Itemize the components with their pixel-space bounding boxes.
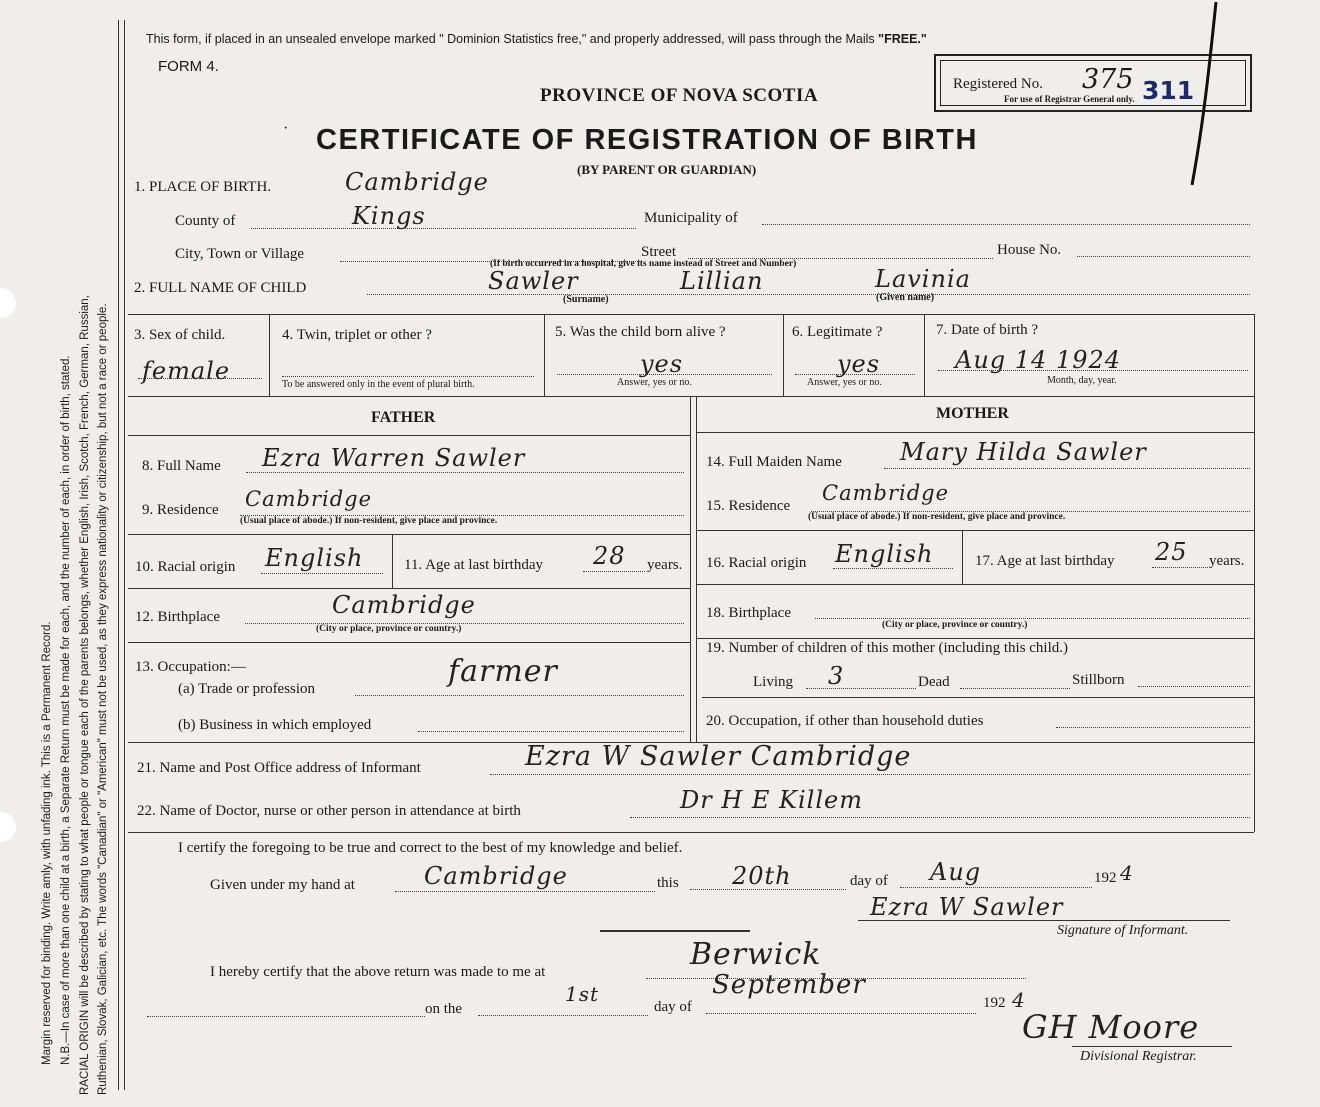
margin-racial-note-1: RACIAL ORIGIN will be described by stating to what people or tongue each of the parents belongs, whether English, Irish, Scotch, French, German, Russian, <box>79 295 91 1095</box>
mother-birthplace-label: 18. Birthplace <box>706 605 791 621</box>
informant-signature: Ezra W Sawler <box>870 893 1064 921</box>
margin-nb-note: N.B.—In case of more than one child at a birth, a Separate Return must be made for each, and the number of each, in order of birth, stated. <box>60 355 72 1065</box>
form-number: FORM 4. <box>158 58 219 75</box>
legitimate-value: yes <box>837 350 881 378</box>
year-prefix: 192 <box>1094 870 1117 886</box>
twin-label: 4. Twin, triplet or other ? <box>282 327 432 343</box>
city-label: City, Town or Village <box>175 246 305 262</box>
mother-birthplace-note: (City or place, province or country.) <box>882 620 1028 630</box>
father-age-value: 28 <box>593 542 626 570</box>
registered-number-2: 311 <box>1142 76 1195 105</box>
margin-rule <box>118 20 119 1090</box>
child-name-label: 2. FULL NAME OF CHILD <box>134 280 307 296</box>
place-of-birth-value: Cambridge <box>345 168 489 196</box>
this-label: this <box>657 875 679 891</box>
father-trade-value: farmer <box>448 654 558 689</box>
registrar-day-value: 1st <box>565 982 600 1006</box>
mail-notice: This form, if placed in an unsealed envelope marked " Dominion Statistics free," and properly addressed, will pass through the Mails "FREE." <box>146 32 927 46</box>
informant-label: 21. Name and Post Office address of Informant <box>137 760 421 776</box>
father-birthplace-note: (City or place, province or country.) <box>316 624 462 634</box>
hospital-note: (If birth occurred in a hospital, give its name instead of Street and Number) <box>490 259 797 269</box>
dob-label: 7. Date of birth ? <box>936 322 1039 338</box>
county-label: County of <box>175 213 236 229</box>
mother-residence-note: (Usual place of abode.) If non-resident, give place and province. <box>808 512 1066 522</box>
sex-label: 3. Sex of child. <box>134 327 226 343</box>
father-birthplace-label: 12. Birthplace <box>135 609 220 625</box>
legitimate-note: Answer, yes or no. <box>807 377 882 388</box>
given-name-caption: (Given name) <box>876 292 935 303</box>
surname-caption: (Surname) <box>563 294 609 305</box>
alive-value: yes <box>640 350 684 378</box>
father-age-label: 11. Age at last birthday <box>404 557 543 573</box>
signature-caption: Signature of Informant. <box>1057 923 1189 938</box>
punch-hole <box>0 812 16 842</box>
child-surname: Sawler <box>488 267 579 295</box>
margin-binding-note: Margin reserved for binding. Write amly, with unfading ink. This is a Permanent Record. <box>41 621 53 1065</box>
margin-racial-note-2: Ruthenian, Slovak, Galician, etc. The words "Canadian" or "American" must not be used, as they express nationality or citizenship, but not a race or people. <box>97 303 109 1095</box>
registered-label: Registered No. <box>953 76 1043 92</box>
certificate-subtitle: (BY PARENT OR GUARDIAN) <box>577 162 757 177</box>
mother-children-label: 19. Number of children of this mother (including this child.) <box>706 640 1069 656</box>
father-race-value: English <box>265 544 364 572</box>
mother-age-label: 17. Age at last birthday <box>975 553 1115 569</box>
certify-statement: I certify the foregoing to be true and correct to the best of my knowledge and belief. <box>178 840 683 856</box>
registrar-signature: GH Moore <box>1022 1008 1200 1046</box>
twin-note: To be answered only in the event of plural birth. <box>282 379 475 390</box>
punch-hole <box>0 288 16 318</box>
street-label: Street <box>641 244 676 260</box>
mother-name-label: 14. Full Maiden Name <box>706 454 842 470</box>
doctor-value: Dr H E Killem <box>680 786 863 814</box>
given-day-value: 20th <box>732 862 792 890</box>
dot-mark: · <box>283 120 289 137</box>
father-residence-value: Cambridge <box>245 487 373 511</box>
given-at-label: Given under my hand at <box>210 877 355 893</box>
house-number-label: House No. <box>997 242 1062 258</box>
dob-note: Month, day, year. <box>1047 375 1117 386</box>
father-heading: FATHER <box>371 409 436 426</box>
father-residence-label: 9. Residence <box>142 502 219 518</box>
father-residence-note: (Usual place of abode.) If non-resident, give place and province. <box>240 516 498 526</box>
living-value: 3 <box>828 662 845 690</box>
father-race-label: 10. Racial origin <box>135 559 236 575</box>
province-heading: PROVINCE OF NOVA SCOTIA <box>540 85 819 106</box>
place-of-birth-label: 1. PLACE OF BIRTH. <box>134 179 272 195</box>
stillborn-label: Stillborn <box>1072 672 1125 688</box>
year-suffix: 4 <box>1120 861 1134 885</box>
father-birthplace-value: Cambridge <box>332 591 476 619</box>
legitimate-label: 6. Legitimate ? <box>792 324 883 340</box>
registered-number-1: 375 <box>1082 64 1134 95</box>
mother-residence-value: Cambridge <box>822 481 950 505</box>
dob-value: Aug 14 1924 <box>955 346 1122 374</box>
child-given-name-1: Lillian <box>680 267 764 295</box>
alive-note: Answer, yes or no. <box>617 377 692 388</box>
sex-value: female <box>142 357 231 385</box>
mother-name-value: Mary Hilda Sawler <box>900 438 1147 466</box>
county-value: Kings <box>352 202 426 230</box>
registrar-caption: Divisional Registrar. <box>1080 1049 1197 1064</box>
mother-occupation-label: 20. Occupation, if other than household duties <box>706 713 984 729</box>
father-business-label: (b) Business in which employed <box>178 717 372 733</box>
mother-race-label: 16. Racial origin <box>706 555 807 571</box>
father-trade-label: (a) Trade or profession <box>178 681 316 697</box>
registered-note: For use of Registrar General only. <box>1004 94 1135 104</box>
municipality-label: Municipality of <box>644 210 738 226</box>
alive-label: 5. Was the child born alive ? <box>555 324 726 340</box>
certificate-title: CERTIFICATE OF REGISTRATION OF BIRTH <box>316 124 978 156</box>
mother-race-value: English <box>835 540 934 568</box>
child-given-name-2: Lavinia <box>875 265 971 293</box>
father-years-label: years. <box>647 557 683 573</box>
registrar-statement: I hereby certify that the above return was made to me at <box>210 964 546 980</box>
informant-value: Ezra W Sawler Cambridge <box>525 741 912 772</box>
registrar-day-of-label: day of <box>654 999 692 1015</box>
father-name-label: 8. Full Name <box>142 458 221 474</box>
registrar-month-value: September <box>712 970 866 1000</box>
pen-stroke-mark <box>1180 0 1220 190</box>
mother-years-label: years. <box>1209 553 1245 569</box>
mother-residence-label: 15. Residence <box>706 498 791 514</box>
mother-age-value: 25 <box>1155 538 1188 566</box>
dead-label: Dead <box>918 674 950 690</box>
day-of-label: day of <box>850 873 888 889</box>
doctor-label: 22. Name of Doctor, nurse or other person in attendance at birth <box>137 803 521 819</box>
given-month-value: Aug <box>930 858 982 886</box>
registrar-place-value: Berwick <box>690 937 822 972</box>
father-name-value: Ezra Warren Sawler <box>262 444 526 472</box>
father-occupation-label: 13. Occupation:— <box>135 659 246 675</box>
on-the-label: on the <box>425 1001 463 1017</box>
margin-rule-inner <box>124 20 125 1090</box>
registrar-year-prefix: 192 <box>983 995 1006 1011</box>
given-place-value: Cambridge <box>424 862 568 890</box>
living-label: Living <box>753 674 793 690</box>
registrar-year-suffix: 4 <box>1012 988 1026 1012</box>
mother-heading: MOTHER <box>936 405 1009 422</box>
